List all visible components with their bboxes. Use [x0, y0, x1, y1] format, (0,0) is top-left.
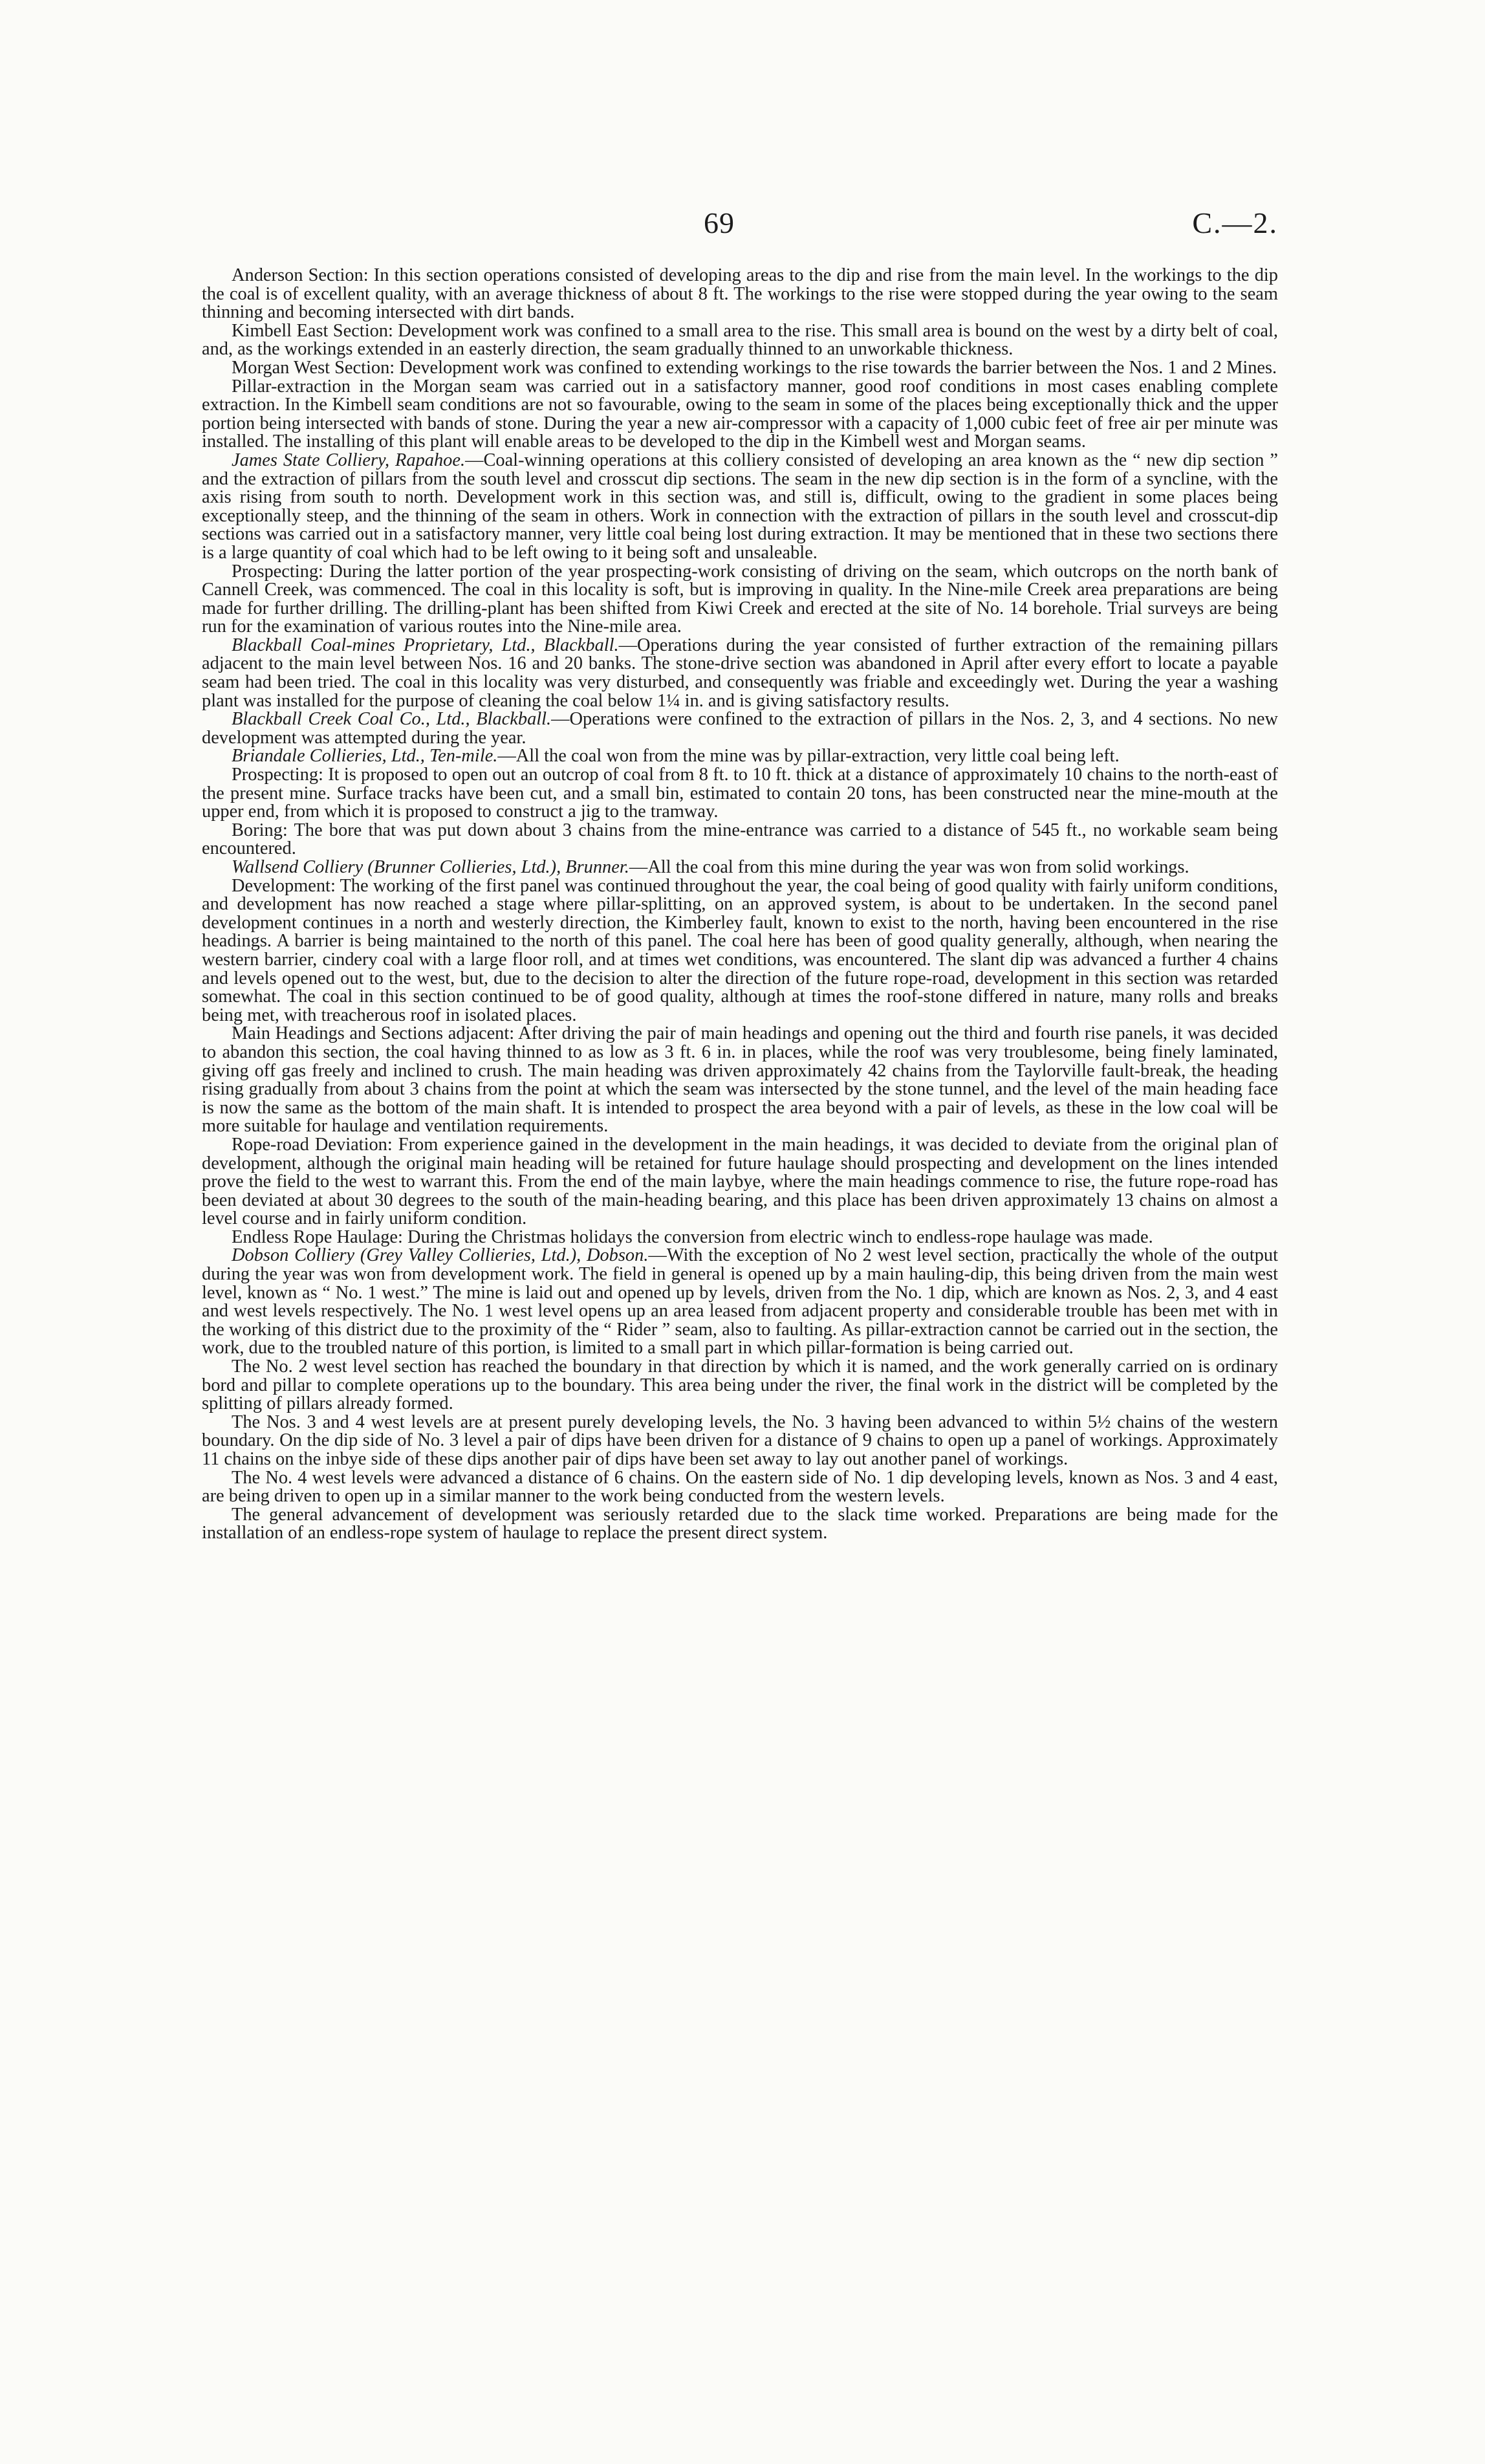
paragraph-dobson-no4-west: The No. 4 west levels were advanced a distance of 6 chains. On the eastern side of No. 1 dip developing levels, known as Nos. 3 and 4 east, are being driven to open up in a similar manner to the work being conducted from the western levels. — [202, 1467, 1278, 1507]
paragraph-james-state-colliery: James State Colliery, Rapahoe.—Coal-winning operations at this colliery consisted of developing an area known as the “ new dip section ” and the extraction of pillars from the south level and crosscut dip sections. The seam in the new dip section is in the form of a syncline, with the axis rising from south to north. Development work in this section was, and still is, difficult, owing to the gradient in some places being exceptionally steep, and the thinning of the seam in others. Work in connection with the extraction of pillars in the south level and crosscut-dip sections was carried out in a satisfactory manner, very little coal being lost during extraction. It may be mentioned that in these two sections there is a large quantity of coal which had to be left owing to it being soft and unsaleable. — [202, 450, 1278, 563]
paragraph-rope-road-deviation: Rope-road Deviation: From experience gained in the development in the main headings, it was decided to deviate from the original plan of development, although the original main heading will be retained for future haulage should prospecting and development on the lines intended prove the field to the west to warrant this. From the end of the main laybye, where the main headings commence to rise, the future rope-road has been deviated at about 30 degrees to the south of the main-heading bearing, and this place has been driven approximately 13 chains on almost a level course and in fairly uniform condition. — [202, 1134, 1278, 1229]
paragraph-briandale-collieries: Briandale Collieries, Ltd., Ten-mile.—All the coal won from the mine was by pillar-extraction, very little coal being left. — [232, 746, 1120, 767]
paragraph-wallsend-colliery: Wallsend Colliery (Brunner Collieries, Ltd.), Brunner.—All the coal from this mine during the year was won from solid workings. — [232, 857, 1189, 877]
paragraph-morgan-west-section: Morgan West Section: Development work was confined to extending workings to the rise towards the barrier between the Nos. 1 and 2 Mines. — [232, 357, 1277, 378]
paragraph-pillar-extraction: Pillar-extraction in the Morgan seam was carried out in a satisfactory manner, good roof conditions in most cases enabling complete extraction. In the Kimbell seam conditions are not so favourable, owing to the seam in some of the places being exceptionally thick and the upper portion being intersected with bands of stone. During the year a new air-compressor with a capacity of 1,000 cubic feet of free air per minute was installed. The installing of this plant will enable areas to be developed to the dip in the Kimbell west and Morgan seams. — [202, 376, 1278, 452]
paragraph-dobson-no3-no4-west: The Nos. 3 and 4 west levels are at present purely developing levels, the No. 3 having been advanced to within 5½ chains of the western boundary. On the dip side of No. 3 level a pair of dips have been driven for a distance of 9 chains to open up a panel of workings. Approximately 11 chains on the inbye side of these dips another pair of dips have been set away to lay out another panel of workings. — [202, 1412, 1278, 1469]
paragraph-dobson-colliery: Dobson Colliery (Grey Valley Collieries, Ltd.), Dobson.—With the exception of No 2 west level section, practically the whole of the output during the year was won from development work. The field in general is opened up by a main hauling-dip, this being driven from the main west level, known as “ No. 1 west.” The mine is laid out and opened up by levels, driven from the No. 1 dip, which are known as Nos. 2, 3, and 4 east and west levels respectively. The No. 1 west level opens up an area leased from adjacent property and considerable trouble has been met with in the working of this district due to the proximity of the “ Rider ” seam, also to faulting. As pillar-extraction cannot be carried out in the section, the work, due to the troubled nature of this portion, is limited to a small part in which pillar-formation is being carried out. — [202, 1245, 1278, 1358]
paragraph-briandale-boring: Boring: The bore that was put down about 3 chains from the mine-entrance was carried to a distance of 545 ft., no workable seam being encountered. — [202, 820, 1278, 859]
colliery-name: James State Colliery, Rapahoe. — [232, 450, 466, 470]
paragraph-dobson-no2-west: The No. 2 west level section has reached the boundary in that direction by which it is named, and the work generally carried on is ordinary bord and pillar to complete operations up to the boundary. This area being under the river, the final work in the district will be completed by the splitting of pillars already formed. — [202, 1357, 1278, 1414]
paragraph-anderson-section: Anderson Section: In this section operations consisted of developing areas to the dip and rise from the main level. In the workings to the dip the coal is of excellent quality, with an average thickness of about 8 ft. The workings to the rise were stopped during the year owing to the seam thinning and becoming intersected with dirt bands. — [202, 265, 1278, 323]
page-number: 69 — [704, 206, 735, 239]
paragraph-blackball-coal-mines: Blackball Coal-mines Proprietary, Ltd., Blackball.—Operations during the year consisted of further extraction of the remaining pillars adjacent to the main level between Nos. 16 and 20 banks. The stone-drive section was abandoned in April after every effort to locate a payable seam had been tried. The coal in this locality was very disturbed, and consequently was friable and exceedingly wet. During the year a washing plant was installed for the purpose of cleaning the coal below 1¼ in. and is giving satisfactory results. — [202, 635, 1279, 711]
paragraph-main-headings: Main Headings and Sections adjacent: After driving the pair of main headings and opening out the third and fourth rise panels, it was decided to abandon this section, the coal having thinned to as low as 3 ft. 6 in. in places, while the roof was very troublesome, being finely laminated, giving off gas freely and inclined to crush. The main heading was driven approximately 42 chains from the Taylorville fault-break, the heading rising gradually from about 3 chains from the point at which the seam was intersected by the stone tunnel, and the level of the main heading face is now the same as the bottom of the main shaft. It is intended to prospect the area beyond with a pair of levels, as these in the low coal will be more suitable for haulage and ventilation requirements. — [202, 1023, 1278, 1137]
colliery-name: Dobson Colliery (Grey Valley Collieries, Ltd.), Dobson. — [232, 1245, 649, 1266]
paragraph-james-prospecting: Prospecting: During the latter portion of the year prospecting-work consisting of driving on the seam, which outcrops on the north bank of Cannell Creek, was commenced. The coal in this locality is soft, but is improving in quality. In the Nine-mile Creek area preparations are being made for further drilling. The drilling-plant has been shifted from Kiwi Creek and erected at the site of No. 14 borehole. Trial surveys are being run for the examination of various routes into the Nine-mile area. — [202, 561, 1278, 637]
paragraph-dobson-general: The general advancement of development was seriously retarded due to the slack time worked. Preparations are being made for the installation of an endless-rope system of haulage to replace the present direct system. — [202, 1504, 1278, 1543]
paragraph-wallsend-development: Development: The working of the first panel was continued throughout the year, the coal being of good quality with fairly uniform conditions, and development has now reached a stage where pillar-splitting, on an approved system, is about to be undertaken. In the second panel development continues in a north and westerly direction, the Kimberley fault, known to exist to the north, having been encountered in the rise headings. A barrier is being maintained to the north of this panel. The coal here has been of good quality generally, although, when nearing the western barrier, cindery coal with a large floor roll, and at times wet conditions, was encountered. The slant dip was advanced a further 4 chains and levels opened out to the west, but, due to the decision to alter the direction of the future rope-road, development in this section was retarded somewhat. The coal in this section continued to be of good quality, although at times the roof-stone differed in nature, many rolls and breaks being met, with treacherous roof in isolated places. — [202, 875, 1278, 1025]
colliery-name: Wallsend Colliery (Brunner Collieries, Ltd.), Brunner. — [232, 857, 629, 877]
paragraph-blackball-creek: Blackball Creek Coal Co., Ltd., Blackball.—Operations were confined to the extraction of pillars in the Nos. 2, 3, and 4 sections. No new development was attempted during the year. — [202, 709, 1278, 748]
paragraph-kimbell-east-section: Kimbell East Section: Development work was confined to a small area to the rise. This small area is bound on the west by a dirty belt of coal, and, as the workings extended in an easterly direction, the seam gradually thinned to an unworkable thickness. — [202, 320, 1278, 360]
page-header — [0, 206, 1485, 251]
colliery-name: Blackball Creek Coal Co., Ltd., Blackball. — [232, 709, 552, 730]
colliery-name: Blackball Coal-mines Proprietary, Ltd., Blackball. — [232, 635, 619, 655]
paragraph-endless-rope-haulage: Endless Rope Haulage: During the Christmas holidays the conversion from electric winch to endless-rope haulage was made. — [232, 1227, 1153, 1247]
colliery-name: Briandale Collieries, Ltd., Ten-mile. — [232, 746, 498, 767]
document-reference: C.—2. — [1192, 206, 1278, 239]
report-body — [202, 267, 1278, 1543]
paragraph-briandale-prospecting: Prospecting: It is proposed to open out an outcrop of coal from 8 ft. to 10 ft. thick at a distance of approximately 10 chains to the north-east of the present mine. Surface tracks have been cut, and a small bin, estimated to contain 20 tons, has been constructed near the mine-mouth at the upper end, from which it is proposed to construct a jig to the tramway. — [202, 765, 1278, 822]
